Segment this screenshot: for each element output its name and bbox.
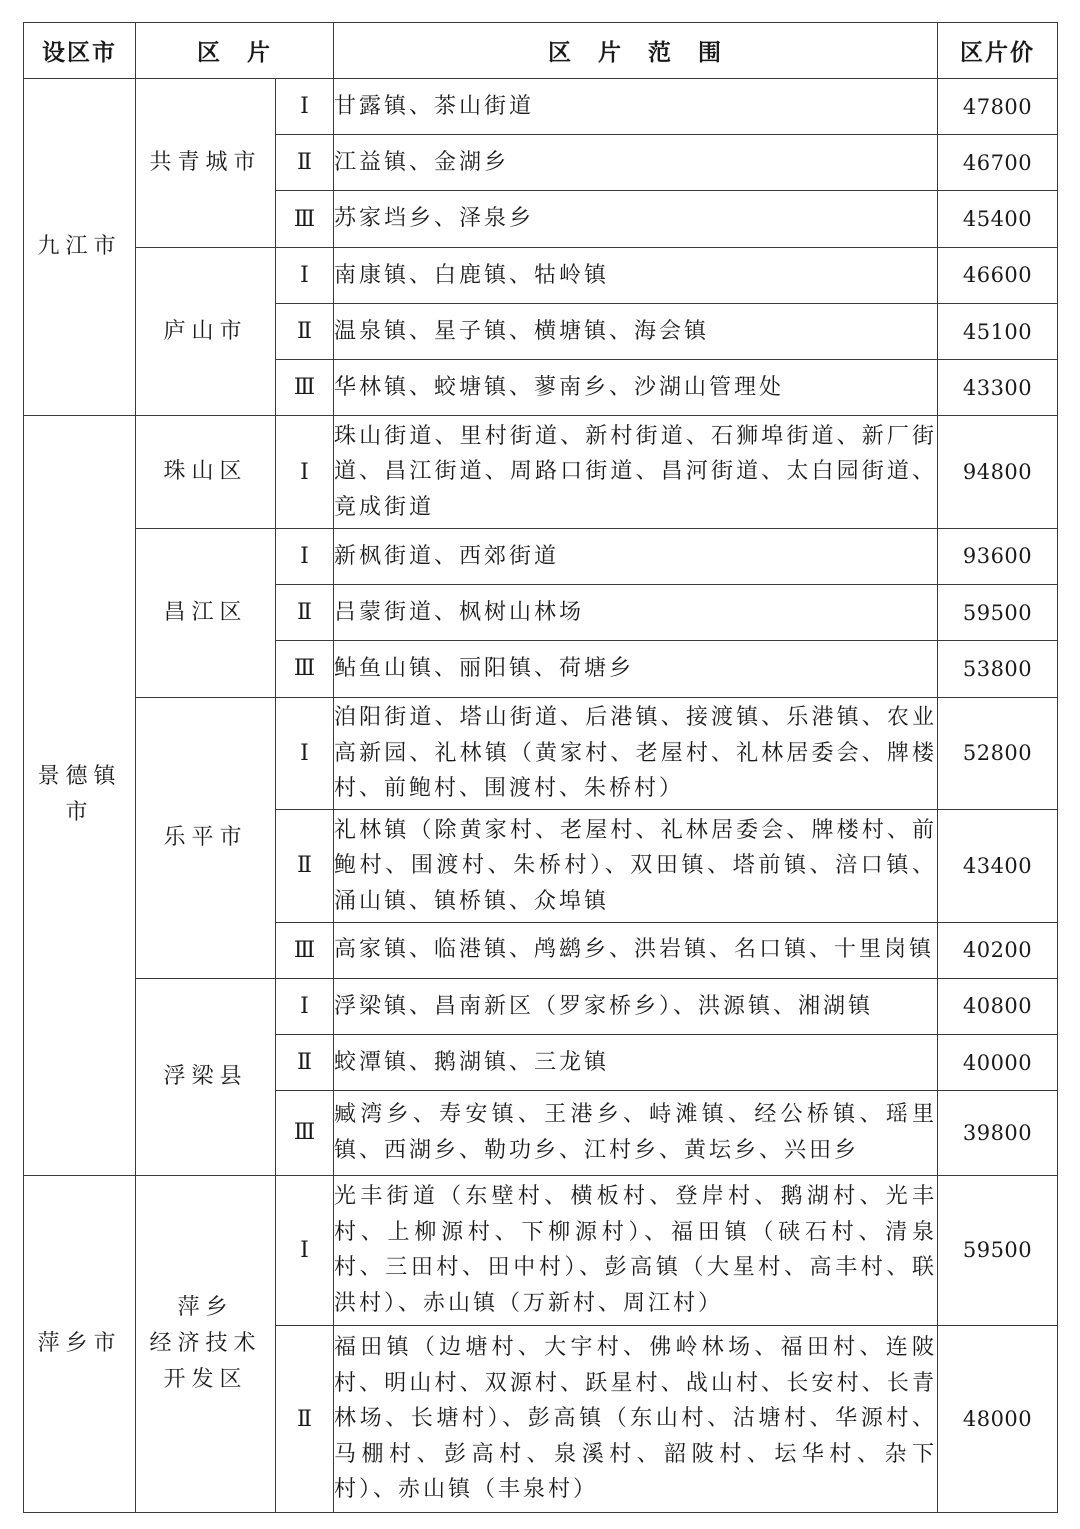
scope-cell: 福田镇（边塘村、大宇村、佛岭林场、福田村、连陂村、明山村、双源村、跃星村、战山村、长安村、长青林场、长塘村）、彭高镇（东山村、沽塘村、华源村、马棚村、彭高村、泉溪村、韶陂村、坛华村、杂下村）、赤山镇（丰泉村）: [334, 1326, 938, 1513]
grade-cell: Ⅱ: [276, 303, 334, 359]
price-cell: 53800: [938, 641, 1058, 697]
grade-cell: Ⅱ: [276, 1034, 334, 1090]
grade-cell: Ⅲ: [276, 1091, 334, 1175]
grade-cell: Ⅰ: [276, 416, 334, 528]
grade-cell: Ⅱ: [276, 1326, 334, 1513]
district-cell: 浮梁县: [136, 978, 276, 1175]
district-cell: 昌江区: [136, 528, 276, 697]
city-cell: 景德镇市: [24, 416, 136, 1175]
scope-cell: 蛟潭镇、鹅湖镇、三龙镇: [334, 1034, 938, 1090]
header-scope: 区 片 范 围: [334, 23, 938, 79]
scope-cell: 南康镇、白鹿镇、牯岭镇: [334, 247, 938, 303]
grade-cell: Ⅱ: [276, 810, 334, 922]
grade-cell: Ⅱ: [276, 135, 334, 191]
grade-cell: Ⅲ: [276, 191, 334, 247]
price-cell: 40800: [938, 978, 1058, 1034]
grade-cell: Ⅲ: [276, 360, 334, 416]
scope-cell: 吕蒙街道、枫树山林场: [334, 585, 938, 641]
table-row: [24, 1175, 1058, 1326]
city-cell: 萍乡市: [24, 1175, 136, 1512]
district-cell: 共青城市: [136, 79, 276, 248]
table-row: [24, 978, 1058, 1034]
price-cell: 46600: [938, 247, 1058, 303]
grade-cell: Ⅲ: [276, 641, 334, 697]
price-cell: 52800: [938, 697, 1058, 809]
header-row: [24, 23, 1058, 79]
scope-cell: 礼林镇（除黄家村、老屋村、礼林居委会、牌楼村、前鲍村、围渡村、朱桥村）、双田镇、塔前镇、涪口镇、涌山镇、镇桥镇、众埠镇: [334, 810, 938, 922]
price-cell: 59500: [938, 585, 1058, 641]
header-city: 设区市: [24, 23, 136, 79]
table-row: [24, 528, 1058, 584]
price-cell: 46700: [938, 135, 1058, 191]
table-row: [24, 247, 1058, 303]
city-cell: 九江市: [24, 79, 136, 416]
price-cell: 43300: [938, 360, 1058, 416]
price-cell: 39800: [938, 1091, 1058, 1175]
price-cell: 45100: [938, 303, 1058, 359]
price-cell: 48000: [938, 1326, 1058, 1513]
price-cell: 43400: [938, 810, 1058, 922]
table-row: [24, 416, 1058, 528]
grade-cell: Ⅰ: [276, 1175, 334, 1326]
scope-cell: 光丰街道（东壁村、横板村、登岸村、鹅湖村、光丰村、上柳源村、下柳源村）、福田镇（硖石村、清泉村、三田村、田中村）、彭高镇（大星村、高丰村、联洪村）、赤山镇（万新村、周江村）: [334, 1175, 938, 1326]
district-cell: 庐山市: [136, 247, 276, 416]
price-cell: 47800: [938, 79, 1058, 135]
table-row: [24, 79, 1058, 135]
header-price: 区片价: [938, 23, 1058, 79]
grade-cell: Ⅰ: [276, 978, 334, 1034]
price-cell: 40000: [938, 1034, 1058, 1090]
scope-cell: 甘露镇、茶山街道: [334, 79, 938, 135]
scope-cell: 臧湾乡、寿安镇、王港乡、峙滩镇、经公桥镇、瑶里镇、西湖乡、勒功乡、江村乡、黄坛乡、兴田乡: [334, 1091, 938, 1175]
scope-cell: 苏家垱乡、泽泉乡: [334, 191, 938, 247]
district-cell: 乐平市: [136, 697, 276, 978]
price-cell: 94800: [938, 416, 1058, 528]
land-price-table: [23, 22, 1058, 1513]
grade-cell: Ⅰ: [276, 79, 334, 135]
grade-cell: Ⅰ: [276, 697, 334, 809]
table-row: [24, 697, 1058, 809]
price-cell: 45400: [938, 191, 1058, 247]
price-cell: 59500: [938, 1175, 1058, 1326]
header-district: 区 片: [136, 23, 334, 79]
district-cell: 萍乡 经济技术 开发区: [136, 1175, 276, 1512]
scope-cell: 华林镇、蛟塘镇、蓼南乡、沙湖山管理处: [334, 360, 938, 416]
grade-cell: Ⅱ: [276, 585, 334, 641]
scope-cell: 江益镇、金湖乡: [334, 135, 938, 191]
price-cell: 40200: [938, 922, 1058, 978]
scope-cell: 新枫街道、西郊街道: [334, 528, 938, 584]
scope-cell: 洎阳街道、塔山街道、后港镇、接渡镇、乐港镇、农业高新园、礼林镇（黄家村、老屋村、礼林居委会、牌楼村、前鲍村、围渡村、朱桥村）: [334, 697, 938, 809]
grade-cell: Ⅰ: [276, 247, 334, 303]
scope-cell: 高家镇、临港镇、鸬鹚乡、洪岩镇、名口镇、十里岗镇: [334, 922, 938, 978]
scope-cell: 鲇鱼山镇、丽阳镇、荷塘乡: [334, 641, 938, 697]
grade-cell: Ⅲ: [276, 922, 334, 978]
scope-cell: 珠山街道、里村街道、新村街道、石狮埠街道、新厂街道、昌江街道、周路口街道、昌河街道、太白园街道、竟成街道: [334, 416, 938, 528]
price-cell: 93600: [938, 528, 1058, 584]
scope-cell: 浮梁镇、昌南新区（罗家桥乡）、洪源镇、湘湖镇: [334, 978, 938, 1034]
district-cell: 珠山区: [136, 416, 276, 528]
scope-cell: 温泉镇、星子镇、横塘镇、海会镇: [334, 303, 938, 359]
grade-cell: Ⅰ: [276, 528, 334, 584]
